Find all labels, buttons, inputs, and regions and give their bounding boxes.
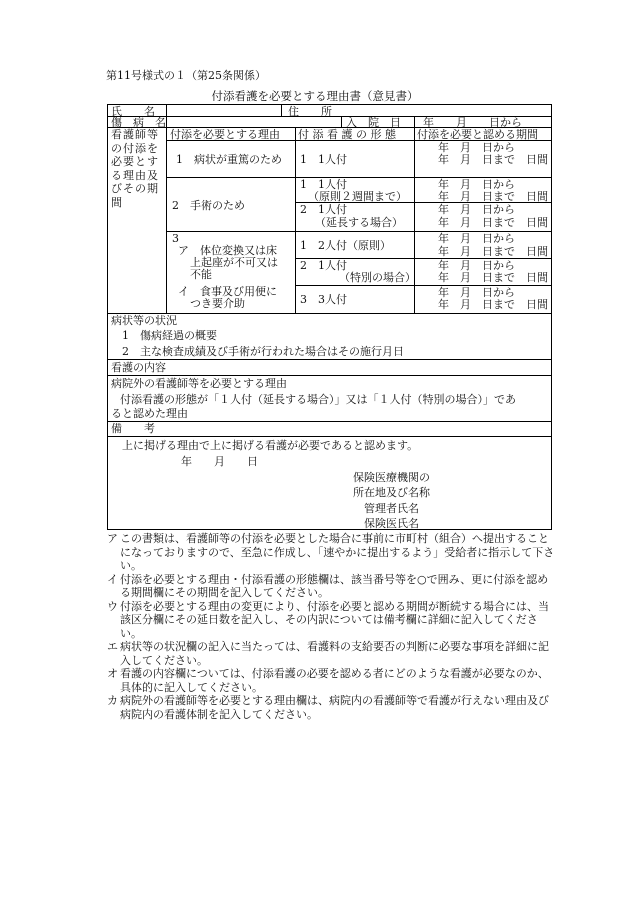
note-text: 病状等の状況欄の記入に当たっては、看護料の支給要否の判断に必要な事項を詳細に記入してください。 (120, 640, 549, 667)
remarks-label: 備 考 (111, 422, 155, 435)
note-text: この書類は、看護師等の付添を必要とした場合に事前に市町村（組合）へ提出することになっておりますので、至急に作成し、「速やかに提出するよう」受給者に指示して下さい。 (120, 532, 555, 572)
form-number: 第11号様式の１（第25条関係） (106, 69, 266, 82)
period-from: 年 月 日から (438, 178, 515, 191)
address-label: 住 所 (288, 105, 332, 118)
note-text: 付添を必要とする理由・付添看護の形態欄は、該当番号等を○で囲み、更に付添を認める期間欄にその期間を記入してください。 (120, 572, 549, 599)
certification-date: 年 月 日 (181, 455, 258, 468)
period-to: 年 月 日まで 日間 (438, 298, 548, 311)
disease-label: 傷 病 名 (111, 116, 166, 129)
facility-label-1: 保険医療機関の (353, 471, 430, 484)
form-3-1: 1 2人付（原則） (300, 239, 391, 252)
status-item-2: 2 主な検査成績及び手術が行われた場合はその施行月日 (122, 345, 404, 358)
name-label: 氏 名 (111, 105, 155, 118)
doctor-name-label: 保険医氏名 (364, 517, 419, 530)
facility-label-2: 所在地及び名称 (353, 486, 430, 499)
note-text: 付添を必要とする理由の変更により、付添を必要と認める期間が断続する場合には、当該区分欄にその延日数を記入し、その内訳については備考欄に詳細に記入してください。 (120, 599, 549, 640)
period-to: 年 月 日まで 日間 (438, 190, 548, 203)
note-item (107, 640, 557, 667)
note-item (107, 573, 557, 600)
form-2-1-note: （原則２週間まで） (308, 190, 407, 203)
reason-3a-line2: 上起座が不可又は (190, 256, 278, 269)
period-to: 年 月 日まで 日間 (438, 271, 548, 284)
reason-period-label: 看護師等の付添を必要とする理由及びその期間 (111, 128, 159, 209)
admission-date-value: 年 月 日から (423, 116, 522, 129)
form-2-2-note: （延長する場合） (315, 216, 403, 229)
reason-2: 2 手術のため (172, 199, 245, 212)
reason-1: 1 病状が重篤のため (176, 153, 282, 166)
period-from: 年 月 日から (438, 203, 515, 216)
nursing-content-label: 看護の内容 (111, 361, 166, 374)
period-to: 年 月 日まで 日間 (438, 245, 548, 258)
note-mark: ウ (107, 599, 118, 613)
administrator-name-label: 管理者氏名 (364, 502, 419, 515)
form-column-header: 付 添 看 護 の 形 態 (298, 128, 396, 141)
form-3-2: 2 1人付 (300, 259, 347, 272)
note-item (107, 600, 557, 641)
period-from: 年 月 日から (438, 286, 515, 299)
note-mark: イ (107, 572, 118, 586)
reason-3a-line3: 不能 (190, 268, 212, 281)
note-mark: カ (107, 694, 118, 707)
period-to: 年 月 日まで 日間 (438, 216, 548, 229)
reason-3i-line2: つき要介助 (190, 297, 245, 310)
form-2-1: 1 1人付 (300, 178, 347, 191)
reason-3a-line1: ア 体位変換又は床 (178, 244, 277, 257)
certification-statement: 上に掲げる理由で上に掲げる看護が必要であると認めます。 (122, 439, 419, 452)
status-label: 病状等の状況 (111, 314, 177, 327)
note-text: 看護の内容欄については、付添看護の必要を認める者にどのような看護が必要なのか、具体的に記入してください。 (120, 667, 549, 694)
period-from: 年 月 日から (438, 141, 515, 154)
period-to: 年 月 日まで 日間 (438, 153, 548, 166)
note-text: 病院外の看護師等を必要とする理由欄は、病院内の看護師等で看護が行えない理由及び病院内の看護体制を記入してください。 (120, 694, 549, 721)
reason-3i-line1: イ 食事及び用便に (178, 285, 277, 298)
instruction-notes (107, 532, 557, 721)
reason-column-header: 付添を必要とする理由 (170, 128, 280, 141)
outside-nurse-text-2: ると認めた理由 (111, 407, 188, 420)
form-1-1: 1 1人付 (300, 153, 347, 166)
period-column-header: 付添を必要と認める期間 (417, 128, 538, 141)
note-mark: ア (107, 532, 118, 545)
form-table (107, 104, 552, 530)
outside-nurse-text-1: 付添看護の形態が「１人付（延長する場合）」又は「１人付（特別の場合）」であ (120, 393, 516, 406)
outside-nurse-label: 病院外の看護師等を必要とする理由 (111, 377, 287, 390)
reason-3-number: 3 (172, 232, 179, 245)
form-2-2: 2 1人付 (300, 203, 347, 216)
period-from: 年 月 日から (438, 259, 515, 272)
note-mark: エ (107, 640, 118, 653)
note-item (107, 667, 557, 694)
status-item-1: 1 傷病経過の概要 (122, 329, 217, 342)
form-3-2-note: （特別の場合） (339, 271, 416, 284)
form-3-3: 3 3人付 (300, 293, 347, 306)
note-mark: オ (107, 667, 118, 680)
admission-label: 入 院 日 (346, 116, 401, 129)
note-item (107, 532, 557, 573)
period-from: 年 月 日から (438, 232, 515, 245)
note-item (107, 694, 557, 721)
document-title: 付添看護を必要とする理由書（意見書） (211, 89, 419, 103)
